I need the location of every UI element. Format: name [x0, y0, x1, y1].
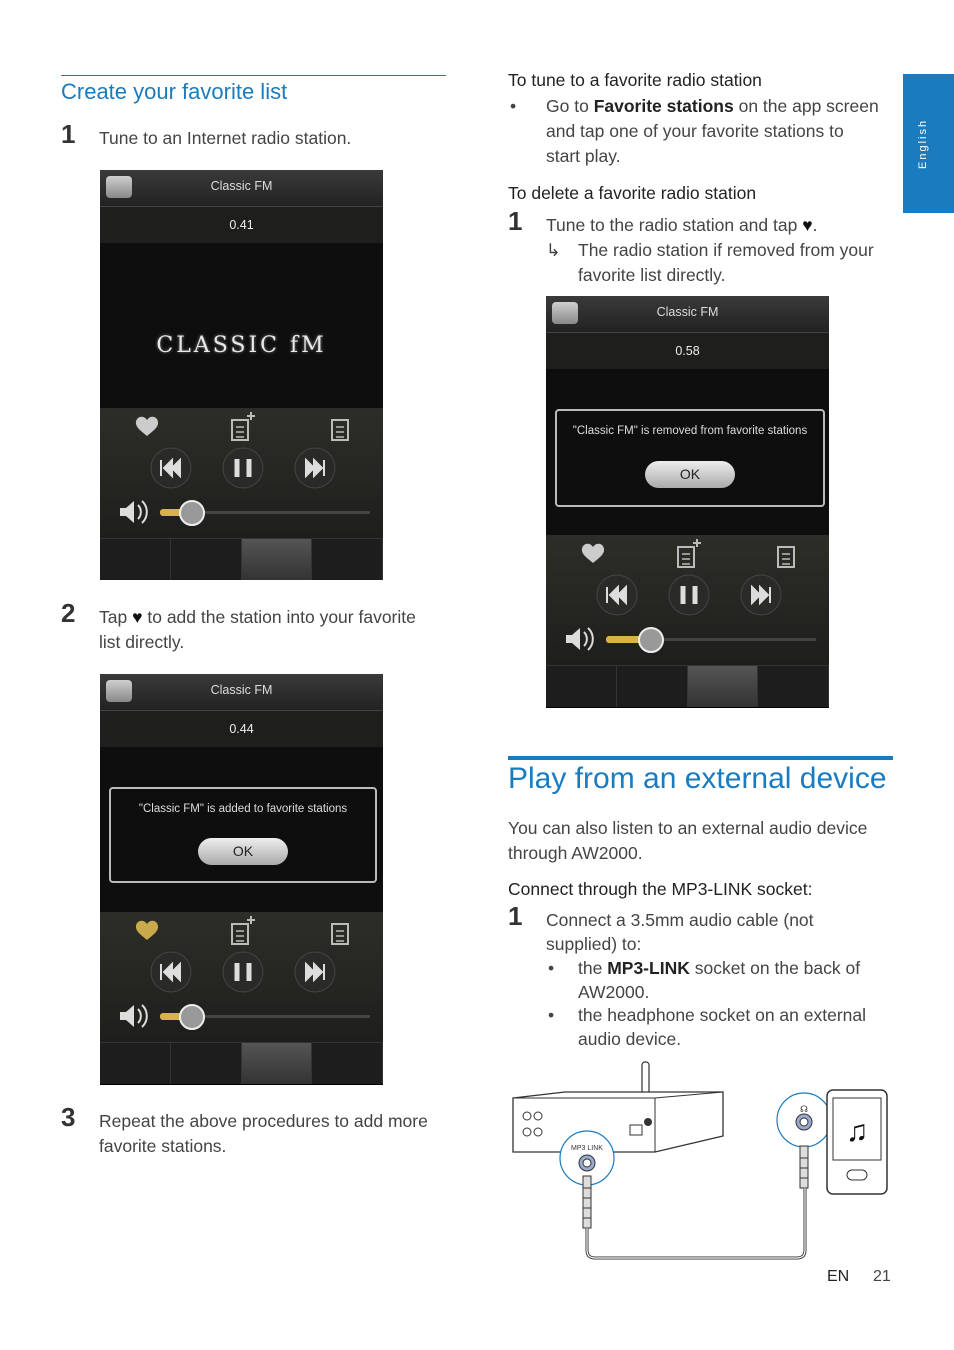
- result-line: The radio station if removed from your: [578, 240, 874, 260]
- section-rule: [508, 756, 893, 760]
- text-part: Go to: [546, 96, 589, 116]
- station-logo-area: [100, 243, 383, 408]
- language-tab: [903, 74, 954, 213]
- connect-line: supplied) to:: [546, 934, 642, 954]
- bullet-dot: •: [510, 96, 517, 116]
- app-header: [100, 170, 383, 207]
- step-text-line2: favorite stations.: [99, 1136, 227, 1156]
- nav-device-icon[interactable]: [100, 539, 171, 580]
- player-controls: [100, 408, 383, 538]
- station-title: Classic FM: [656, 305, 719, 319]
- heart-icon: ♥: [797, 215, 813, 235]
- step-number: 3: [61, 1102, 76, 1132]
- tune-line: start play.: [546, 146, 621, 166]
- audio-cable: [587, 1188, 805, 1258]
- pause-button: [223, 448, 263, 488]
- step-number: 2: [61, 598, 76, 628]
- nav-play-icon[interactable]: [242, 1043, 313, 1084]
- step-text-part: to add the station into your favorite: [147, 607, 416, 627]
- mp3-link-label: MP3-LINK: [607, 958, 690, 978]
- footer-language: EN: [827, 1268, 850, 1285]
- nav-play-icon[interactable]: [688, 666, 759, 707]
- step-text: Repeat the above procedures to add more: [99, 1111, 428, 1131]
- section-rule: [61, 75, 446, 76]
- volume-slider-knob: [180, 501, 204, 525]
- bullet-dot: •: [548, 1005, 555, 1025]
- nav-device-icon[interactable]: [546, 666, 617, 707]
- connect-heading: Connect through the MP3-LINK socket:: [508, 879, 813, 899]
- player-controls: [100, 912, 383, 1042]
- bottom-nav: [100, 1042, 383, 1084]
- intro-line: You can also listen to an external audio device: [508, 818, 868, 838]
- step-number: 1: [61, 119, 76, 149]
- pause-button: [669, 575, 709, 615]
- play-time: 0.44: [100, 711, 383, 747]
- nav-device-icon[interactable]: [100, 1043, 171, 1084]
- heart-icon: [136, 921, 158, 940]
- volume-icon: [120, 1005, 134, 1027]
- heart-icon: ♥: [132, 607, 143, 627]
- step-number: 1: [508, 206, 523, 236]
- result-line: favorite list directly.: [578, 265, 726, 285]
- headphone-icon: ☊: [800, 1104, 808, 1114]
- station-title: Classic FM: [210, 179, 273, 193]
- bullet-line: AW2000.: [578, 982, 650, 1002]
- player-controls-icons[interactable]: [100, 408, 383, 538]
- station-title: Classic FM: [210, 683, 273, 697]
- player-controls: [546, 535, 829, 665]
- classic-fm-logo: CLASSIC fM: [156, 333, 327, 358]
- volume-icon: [566, 628, 580, 650]
- player-controls-icons[interactable]: [100, 912, 383, 1042]
- step-text: Tune to an Internet radio station.: [99, 128, 352, 148]
- page-number: 21: [873, 1268, 891, 1285]
- heart-icon: [582, 544, 604, 563]
- nav-settings-icon[interactable]: [312, 539, 383, 580]
- text-part: the: [578, 958, 603, 978]
- result-arrow-icon: ↳: [546, 240, 561, 260]
- bottom-nav: [546, 665, 829, 707]
- nav-settings-icon[interactable]: [312, 1043, 383, 1084]
- nav-home-icon[interactable]: [171, 1043, 242, 1084]
- intro-line: through AW2000.: [508, 843, 643, 863]
- tune-line: [546, 94, 879, 119]
- ok-button[interactable]: OK: [645, 461, 735, 488]
- bottom-nav: [100, 538, 383, 580]
- pause-button: [223, 952, 263, 992]
- tune-heading: To tune to a favorite radio station: [508, 70, 762, 90]
- volume-slider-knob: [639, 628, 663, 652]
- dialog-message: "Classic FM" is added to favorite stations: [138, 803, 348, 815]
- removed-dialog: [555, 409, 825, 507]
- ok-button[interactable]: OK: [198, 838, 288, 865]
- bullet-dot: •: [548, 958, 555, 978]
- volume-icon: [120, 501, 134, 523]
- mp3-link-callout: MP3 LINK: [571, 1145, 603, 1152]
- music-note-icon: ♫: [845, 1115, 869, 1148]
- text-part: on the app screen: [738, 96, 879, 116]
- step-text: [99, 605, 416, 630]
- connect-line: Connect a 3.5mm audio cable (not: [546, 910, 814, 930]
- nav-home-icon[interactable]: [617, 666, 688, 707]
- bullet-line: audio device.: [578, 1029, 682, 1049]
- play-time: 0.41: [100, 207, 383, 243]
- text-part: socket on the back of: [694, 958, 861, 978]
- app-screenshot-added: [100, 674, 383, 1085]
- bullet-line: [578, 956, 860, 981]
- text-part: Tune to the radio station and tap: [546, 215, 798, 235]
- dialog-area: [100, 747, 383, 912]
- player-controls-icons[interactable]: [546, 535, 829, 665]
- aw2000-device: [513, 1092, 723, 1152]
- app-screenshot-playing: [100, 170, 383, 580]
- app-header: [100, 674, 383, 711]
- play-pause-button: [847, 1170, 867, 1180]
- nav-settings-icon[interactable]: [758, 666, 829, 707]
- section-title: Play from an external device: [508, 762, 887, 795]
- section-title: Create your favorite list: [61, 79, 288, 104]
- step-text-part: Tap: [99, 607, 128, 627]
- app-header: [546, 296, 829, 333]
- step-text-line2: list directly.: [99, 632, 185, 652]
- app-screenshot-removed: [546, 296, 829, 708]
- dialog-area: [546, 369, 829, 535]
- dialog-message: "Classic FM" is removed from favorite stations: [572, 425, 808, 437]
- play-time: 0.58: [546, 333, 829, 369]
- nav-home-icon[interactable]: [171, 539, 242, 580]
- connection-illustration: [505, 1058, 900, 1268]
- volume-slider-knob: [180, 1005, 204, 1029]
- added-dialog: [109, 787, 377, 883]
- heart-icon: [136, 417, 158, 436]
- language-tab-label: English: [917, 118, 929, 169]
- favorite-stations-label: Favorite stations: [593, 96, 734, 116]
- delete-heading: To delete a favorite radio station: [508, 183, 757, 203]
- step-number: 1: [508, 901, 523, 931]
- tune-line: and tap one of your favorite stations to: [546, 121, 844, 141]
- bullet-line: the headphone socket on an external: [578, 1005, 866, 1025]
- nav-play-icon[interactable]: [242, 539, 313, 580]
- delete-line: Tune to the radio station and tap ♥.: [546, 215, 818, 235]
